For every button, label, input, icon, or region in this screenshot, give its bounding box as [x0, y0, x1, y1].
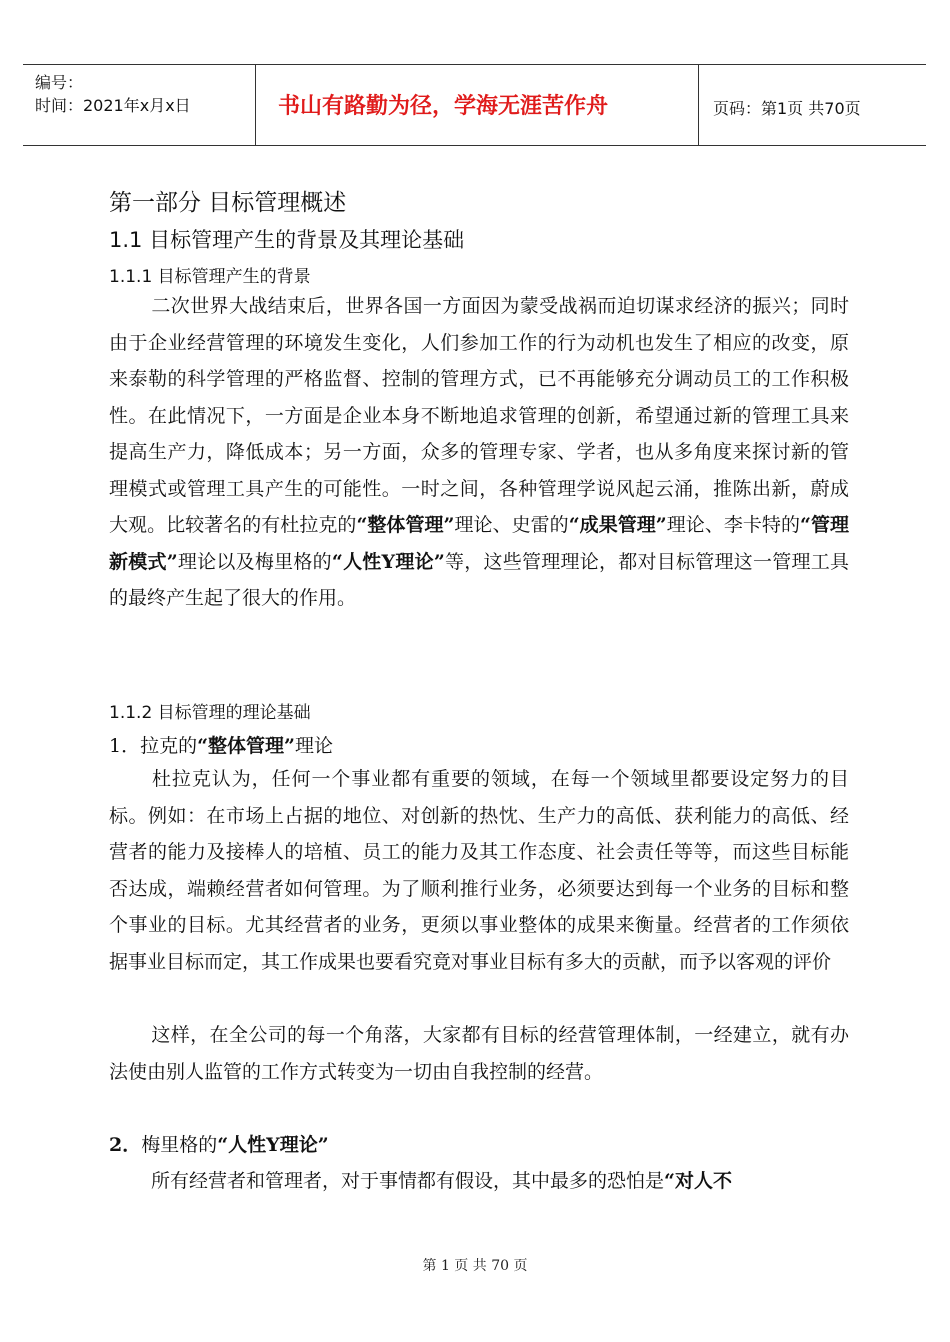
- header-page-cell: [699, 65, 926, 145]
- section-heading: 1.1 目标管理产生的背景及其理论基础: [109, 228, 465, 252]
- page-footer: 第 1 页 共 70 页: [422, 1258, 528, 1274]
- header-motto: 书山有路勤为径，学海无涯苦作舟: [278, 94, 609, 119]
- part-heading: 第一部分 目标管理概述: [109, 190, 347, 216]
- document-time-label: 时间：2021年x月x日: [35, 96, 191, 115]
- header-table: [23, 64, 926, 146]
- paragraph-theory-y: 所有经营者和管理者，对于事情都有假设，其中最多的恐怕是“对人不: [151, 1170, 732, 1192]
- header-motto-cell: [256, 65, 699, 145]
- paragraph-conclusion: 这样，在全公司的每一个角落，大家都有目标的经营管理体制，一经建立，就有办法使由别人监管的工作方式转变为一切由自我控制的经营。: [109, 1024, 849, 1083]
- header-meta-cell: [23, 65, 256, 145]
- paragraph-background: 二次世界大战结束后，世界各国一方面因为蒙受战祸而迫切谋求经济的振兴；同时由于企业经营管理的环境发生变化，人们参加工作的行为动机也发生了相应的改变，原来泰勒的科学管理的严格监督、控制的管理方式，已不再能够充分调动员工的工作积极性。在此情况下，一方面是企业本身不断地追求管理的创新，希望通过新的管理工具来提高生产力，降低成本；另一方面，众多的管理专家、学者，也从多角度来探讨新的管理模式或管理工具产生的可能性。一时之间，各种管理学说风起云涌，推陈出新，蔚成大观。比较著名的有杜拉克的“整体管理”理论、史雷的“成果管理”理论、李卡特的“管理新模式”理论以及梅里格的“人性Y理论”等，这些管理理论，都对目标管理这一管理工具的最终产生起了很大的作用。: [109, 295, 849, 609]
- subsection-heading-2: 1.1.2 目标管理的理论基础: [109, 703, 311, 723]
- document-number-label: 编号：: [35, 73, 84, 92]
- paragraph-drucker: 杜拉克认为，任何一个事业都有重要的领域，在每一个领域里都要设定努力的目标。例如：在市场上占据的地位、对创新的热忱、生产力的高低、获利能力的高低、经营者的能力及接棒人的培植、员工的能力及其工作态度、社会责任等等，而这些目标能否达成，端赖经营者如何管理。为了顺利推行业务，必须要达到每一个业务的目标和整个事业的目标。尤其经营者的业务，更须以事业整体的成果来衡量。经营者的工作须依据事业目标而定，其工作成果也要看究竟对事业目标有多大的贡献，而予以客观的评价: [109, 768, 849, 973]
- subsection-heading-1: 1.1.1 目标管理产生的背景: [109, 267, 311, 287]
- header-page-info: 页码：第1页 共70页: [713, 99, 861, 118]
- item-1-heading: 1．拉克的“整体管理”理论: [109, 735, 333, 757]
- item-2-heading: 2．梅里格的“人性Y理论”: [109, 1134, 329, 1156]
